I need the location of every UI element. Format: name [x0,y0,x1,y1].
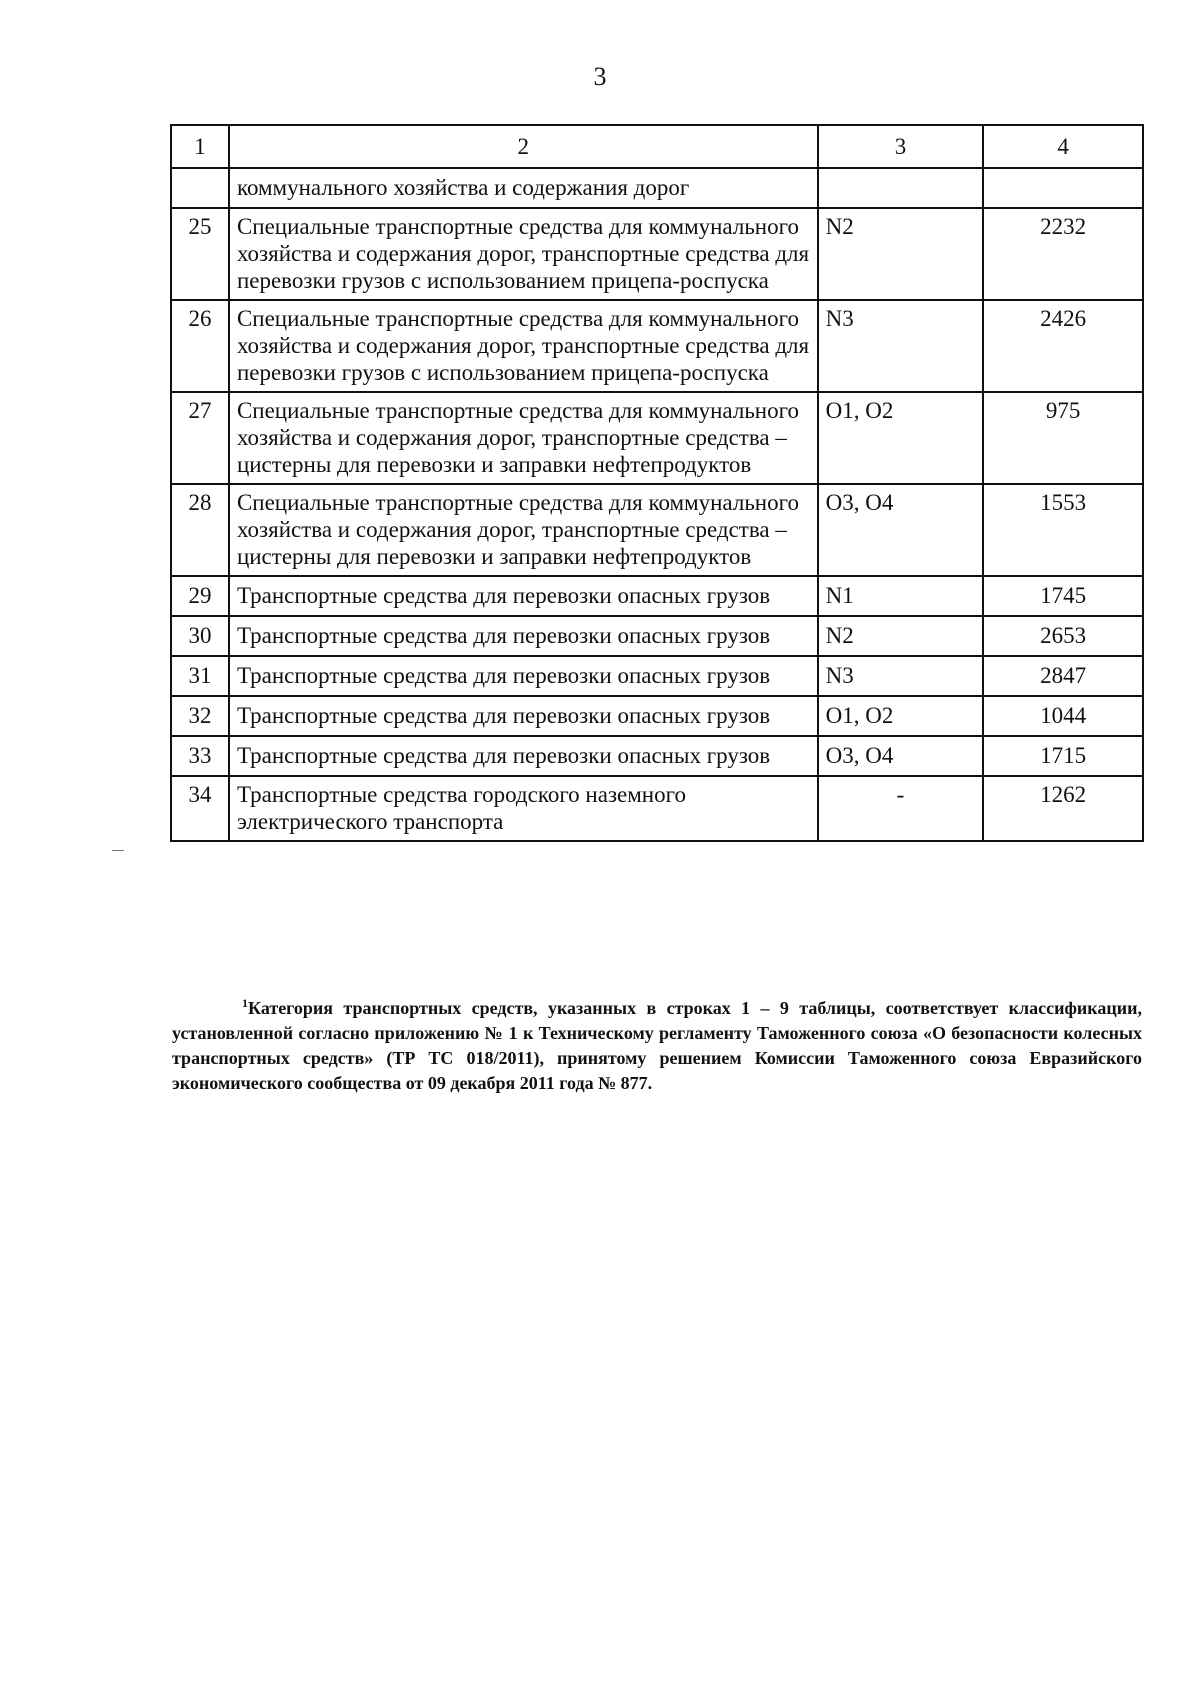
header-col-1: 1 [171,125,229,168]
table-row [171,656,1143,696]
scan-edge-mark [112,850,124,851]
cell-desc: Специальные транспортные средства для коммунального хозяйства и содержания дорог, транспортные средства – цистерны для перевозки и заправки нефтепродуктов [229,392,818,484]
cell-desc: Транспортные средства для перевозки опасных грузов [229,736,818,776]
cell-desc: Специальные транспортные средства для коммунального хозяйства и содержания дорог, транспортные средства для перевозки грузов с использованием прицепа-роспуска [229,300,818,392]
cell-num: 29 [171,576,229,616]
cell-cat: O3, O4 [818,484,984,576]
cell-desc: Транспортные средства для перевозки опасных грузов [229,696,818,736]
table-row [171,484,1143,576]
cell-cat [818,168,984,208]
cell-desc: Транспортные средства для перевозки опасных грузов [229,656,818,696]
cell-desc: Транспортные средства для перевозки опасных грузов [229,576,818,616]
cell-cat: N2 [818,616,984,656]
cell-num: 27 [171,392,229,484]
header-col-3: 3 [818,125,984,168]
table-row [171,208,1143,300]
footnote [172,996,1142,1096]
cell-val: 2232 [983,208,1143,300]
cell-val: 1262 [983,776,1143,841]
cell-num: 30 [171,616,229,656]
header-col-2: 2 [229,125,818,168]
cell-desc: Транспортные средства для перевозки опасных грузов [229,616,818,656]
cell-val: 1044 [983,696,1143,736]
cell-desc: Специальные транспортные средства для коммунального хозяйства и содержания дорог, транспортные средства – цистерны для перевозки и заправки нефтепродуктов [229,484,818,576]
cell-val: 1715 [983,736,1143,776]
table-row-continuation [171,168,1143,208]
table-header-row [171,125,1143,168]
table-row [171,776,1143,841]
cell-val: 2847 [983,656,1143,696]
vehicle-categories-table [170,124,1144,842]
cell-num: 33 [171,736,229,776]
cell-desc: Специальные транспортные средства для коммунального хозяйства и содержания дорог, транспортные средства для перевозки грузов с использованием прицепа-роспуска [229,208,818,300]
table-row [171,576,1143,616]
cell-num: 34 [171,776,229,841]
cell-cat: - [818,776,984,841]
table-row [171,736,1143,776]
cell-val: 1745 [983,576,1143,616]
cell-cat: N1 [818,576,984,616]
page-number: 3 [593,62,607,91]
cell-num: 26 [171,300,229,392]
cell-desc: коммунального хозяйства и содержания дорог [229,168,818,208]
cell-cat: O3, O4 [818,736,984,776]
cell-num: 32 [171,696,229,736]
cell-cat: O1, O2 [818,696,984,736]
table-row [171,616,1143,656]
cell-cat: O1, O2 [818,392,984,484]
cell-val [983,168,1143,208]
footnote-text: Категория транспортных средств, указанных в строках 1 – 9 таблицы, соответствует классификации, установленной согласно приложению № 1 к Техническому регламенту Таможенного союза «О безопасности колесных транспортных средств» (ТР ТС 018/2011), принятому решением Комиссии Таможенного союза Евразийского экономического сообщества от 09 декабря 2011 года № 877. [172,998,1142,1093]
cell-val: 975 [983,392,1143,484]
table-row [171,392,1143,484]
header-col-4: 4 [983,125,1143,168]
table-row [171,300,1143,392]
cell-num: 25 [171,208,229,300]
cell-cat: N3 [818,656,984,696]
cell-val: 2426 [983,300,1143,392]
cell-num: 28 [171,484,229,576]
cell-val: 1553 [983,484,1143,576]
cell-val: 2653 [983,616,1143,656]
cell-desc: Транспортные средства городского наземного электрического транспорта [229,776,818,841]
footnote-marker: 1 [242,996,248,1010]
cell-cat: N2 [818,208,984,300]
table-row [171,696,1143,736]
cell-num [171,168,229,208]
cell-num: 31 [171,656,229,696]
cell-cat: N3 [818,300,984,392]
